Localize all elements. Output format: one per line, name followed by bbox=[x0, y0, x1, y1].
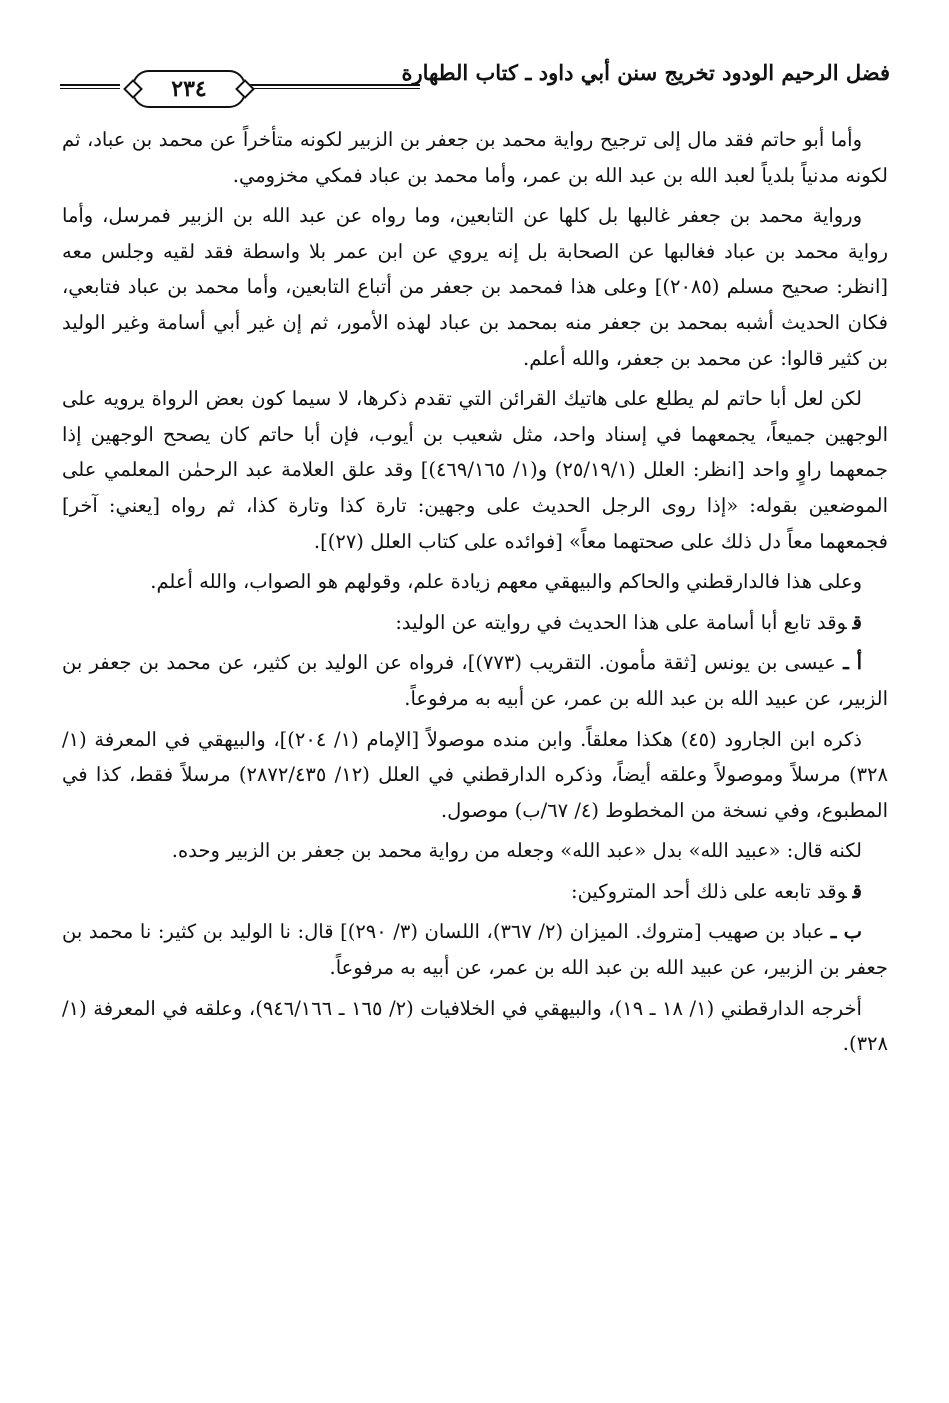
bullet-icon: ق bbox=[852, 879, 862, 903]
paragraph-5: ذكره ابن الجارود (٤٥) هكذا معلقاً. وابن منده موصولاً [الإمام (١/ ٢٠٤)]، والبيهقي في المعرفة (١/ ٣٢٨) مرسلاً وموصولاً وعلقه أيضاً، وذكره الدارقطني في العلل (١٢/ ٢٨٧٢/٤٣٥) مرسلاً فقط، كذا في المطبوع، وفي نسخة من المخطوط (٤/ ٦٧/ب) موصول. bbox=[62, 727, 888, 822]
item-a: أ ـ عيسى بن يونس [ثقة مأمون. التقريب (٧٧٣)]، فرواه عن الوليد بن كثير، عن محمد بن جعفر بن الزبير، عن عبيد الله بن عبد الله بن عمر، عن أبيه به مرفوعاً. bbox=[62, 651, 888, 710]
item-b-lead: ب ـ bbox=[830, 920, 862, 944]
paragraph-4: وعلى هذا فالدارقطني والحاكم والبيهقي معهم زيادة علم، وقولهم هو الصواب، والله أعلم. bbox=[150, 570, 862, 594]
header-rule-left bbox=[60, 84, 120, 89]
page-header bbox=[60, 58, 890, 108]
paragraph-3: لكن لعل أبا حاتم لم يطلع على هاتيك القرائن التي تقدم ذكرها، لا سيما كون بعض الرواة يرويه على الوجهين جميعاً، يجمعهما في إسناد واحد، مثل شعيب بن أيوب، فإن أبا حاتم كان يصحح الوجهين إذا جمعهما راوٍ واحد [انظر: العلل (٢٥/١٩/١) و(١/ ٤٦٩/١٦٥)] وقد علق العلامة عبد الرحمٰن المعلمي على الموضعين بقوله: «إذا روى الرجل الحديث على وجهين: تارة كذا وتارة كذا، ثم رواه [يعني: آخر] فجمعهما معاً دل ذلك على صحتهما معاً» [فوائده على كتاب العلل (٢٧)]. bbox=[62, 387, 888, 553]
paragraph-7: أخرجه الدارقطني (١/ ١٨ ـ ١٩)، والبيهقي في الخلافيات (٢/ ١٦٥ ـ ٩٤٦/١٦٦)، وعلقه في المعرفة (١/ ٣٢٨). bbox=[62, 996, 888, 1056]
paragraph-1: وأما أبو حاتم فقد مال إلى ترجيح رواية محمد بن جعفر بن الزبير لكونه متأخراً عن محمد بن عباد، ثم لكونه مدنياً بلدياً لعبد الله بن عبد الله بن عمر، وأما محمد بن عباد فمكي مخزومي. bbox=[62, 128, 888, 187]
paragraph-6: لكنه قال: «عبيد الله» بدل «عبد الله» وجعله من رواية محمد بن جعفر بن الزبير وحده. bbox=[171, 839, 862, 863]
running-title: فضل الرحيم الودود تخريج سنن أبي داود ـ كتاب الطهارة bbox=[401, 60, 890, 85]
header-rule-right bbox=[250, 84, 420, 89]
item-b: ب ـ عباد بن صهيب [متروك. الميزان (٢/ ٣٦٧)، اللسان (٣/ ٢٩٠)] قال: نا الوليد بن كثير: نا محمد بن جعفر بن الزبير، عن عبيد الله بن عبد الله بن عمر، عن أبيه به مرفوعاً. bbox=[62, 920, 888, 980]
page-body bbox=[62, 122, 888, 1067]
page-number: ٢٣٤ bbox=[171, 76, 207, 102]
paragraph-2: ورواية محمد بن جعفر غالبها بل كلها عن التابعين، وما رواه عن عبد الله بن الزبير فمرسل، وأما رواية محمد بن عباد فغالبها عن الصحابة بل إنه يروي عن ابن عمر بلا واسطة فقد لقيه وجلس معه [انظر: صحيح مسلم (٢٠٨٥)] وعلى هذا فمحمد بن جعفر من أتباع التابعين، وأما محمد بن عباد فتابعي، فكان الحديث أشبه بمحمد بن جعفر منه بمحمد بن عباد لهذه الأمور، ثم إن غير أبي أسامة وغير الوليد بن كثير قالوا: عن محمد بن جعفر، والله أعلم. bbox=[62, 204, 888, 370]
page-number-badge bbox=[132, 70, 246, 108]
bullet-icon: ق bbox=[852, 610, 862, 634]
bullet-paragraph-2: قوقد تابعه على ذلك أحد المتروكين: bbox=[571, 879, 862, 903]
bullet-paragraph-1: قوقد تابع أبا أسامة على هذا الحديث في روايته عن الوليد: bbox=[395, 610, 862, 634]
item-a-lead: أ ـ bbox=[843, 651, 863, 675]
